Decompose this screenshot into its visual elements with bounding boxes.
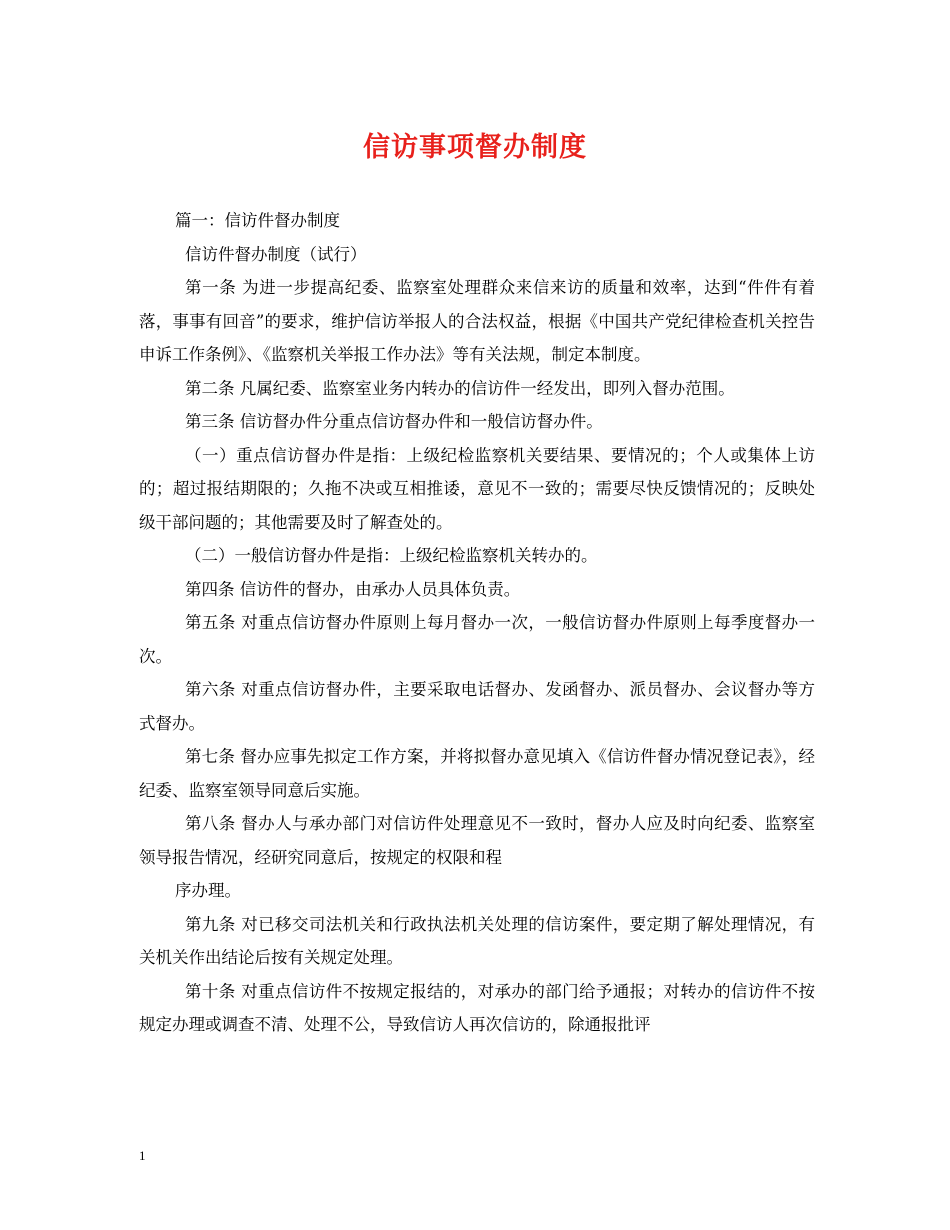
- article-9: 第九条 对已移交司法机关和行政执法机关处理的信访案件，要定期了解处理情况，有关机关作出结论后按有关规定处理。: [139, 914, 815, 967]
- article-6: 第六条 对重点信访督办件，主要采取电话督办、发函督办、派员督办、会议督办等方式督办。: [139, 680, 815, 733]
- subtitle: 信访件督办制度（试行）: [185, 244, 367, 264]
- article-8: 第八条 督办人与承办部门对信访件处理意见不一致时，督办人应及时向纪委、监察室领导报告情况，经研究同意后，按规定的权限和程: [139, 814, 815, 867]
- article-2: 第二条 凡属纪委、监察室业务内转办的信访件一经发出，即列入督办范围。: [185, 378, 735, 398]
- article-1: 第一条 为进一步提高纪委、监察室处理群众来信来访的质量和效率，达到“件件有着落，事事有回音”的要求，维护信访举报人的合法权益，根据《中国共产党纪律检查机关控告申诉工作条例》、《监察机关举报工作办法》等有关法规，制定本制度。: [139, 278, 815, 364]
- article-3-item-1: （一）重点信访督办件是指：上级纪检监察机关要结果、要情况的；个人或集体上访的；超过报结期限的；久拖不决或互相推诿，意见不一致的；需要尽快反馈情况的；反映处级干部问题的；其他需要及时了解查处的。: [139, 445, 815, 532]
- page-number: 1: [139, 1148, 146, 1163]
- article-7: 第七条 督办应事先拟定工作方案，并将拟督办意见填入《信访件督办情况登记表》，经纪委、监察室领导同意后实施。: [139, 747, 815, 800]
- article-3-item-2: （二）一般信访督办件是指：上级纪检监察机关转办的。: [185, 546, 598, 565]
- section-heading: 篇一：信访件督办制度: [175, 211, 340, 230]
- document-body: [139, 204, 815, 1042]
- article-3: 第三条 信访督办件分重点信访督办件和一般信访督办件。: [185, 412, 603, 431]
- article-8-continuation: 序办理。: [175, 881, 241, 900]
- article-4: 第四条 信访件的督办，由承办人员具体负责。: [185, 579, 521, 599]
- document-title: 信访事项督办制度: [363, 132, 587, 163]
- article-10: 第十条 对重点信访件不按规定报结的，对承办的部门给予通报；对转办的信访件不按规定办理或调查不清、处理不公，导致信访人再次信访的，除通报批评: [139, 981, 815, 1034]
- article-5: 第五条 对重点信访督办件原则上每月督办一次，一般信访督办件原则上每季度督办一次。: [139, 613, 815, 666]
